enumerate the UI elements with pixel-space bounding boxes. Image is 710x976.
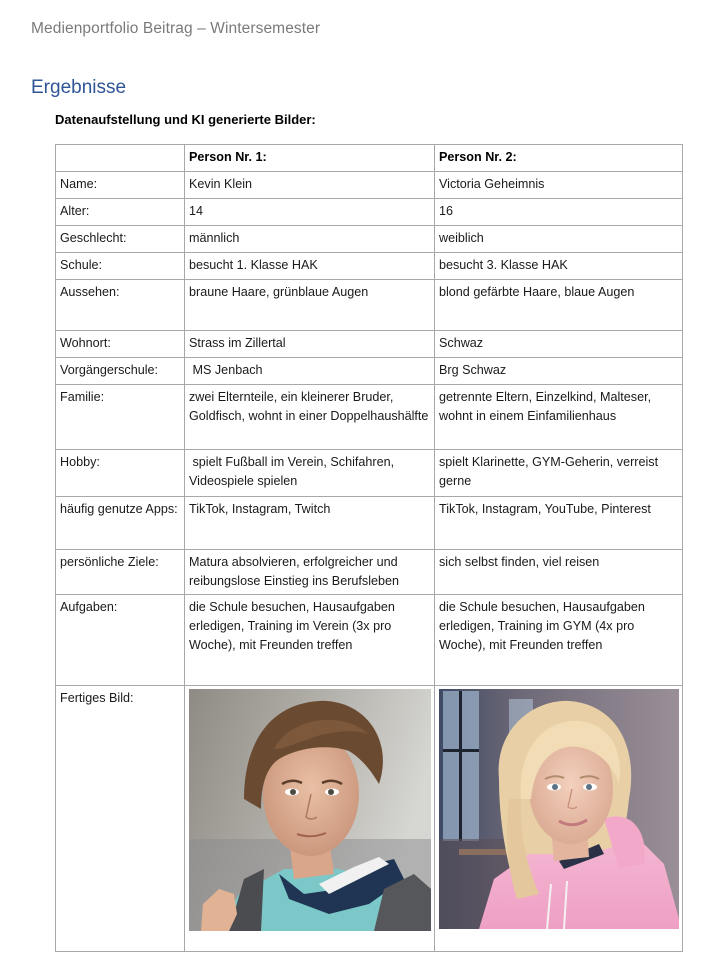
portrait-image-boy (189, 689, 431, 931)
row-label: Schule: (56, 253, 185, 280)
person-1-value: MS Jenbach (185, 358, 435, 385)
row-label: Geschlecht: (56, 226, 185, 253)
section-heading: Ergebnisse (31, 77, 127, 98)
table-row-appearance (56, 280, 683, 331)
person-2-value: Schwaz (435, 331, 683, 358)
person-1-value: spielt Fußball im Verein, Schifahren, Videospiele spielen (185, 450, 435, 497)
row-label: Aufgaben: (56, 595, 185, 686)
table-row-previous-school (56, 358, 683, 385)
row-label: Alter: (56, 199, 185, 226)
person-1-value: besucht 1. Klasse HAK (185, 253, 435, 280)
table-row-final-image (56, 686, 683, 952)
person-1-value: TikTok, Instagram, Twitch (185, 497, 435, 550)
person-2-value: getrennte Eltern, Einzelkind, Malteser, wohnt in einem Einfamilienhaus (435, 385, 683, 450)
person-2-value: weiblich (435, 226, 683, 253)
person-2-value: TikTok, Instagram, YouTube, Pinterest (435, 497, 683, 550)
person-2-value: Victoria Geheimnis (435, 172, 683, 199)
person-1-value: Matura absolvieren, erfolgreicher und reibungslose Einstieg ins Berufsleben (185, 550, 435, 595)
header-person-2: Person Nr. 2: (435, 145, 683, 172)
person-data-table (55, 144, 683, 952)
person-1-image-cell (185, 686, 435, 952)
table-row-tasks (56, 595, 683, 686)
row-label: Hobby: (56, 450, 185, 497)
table-caption: Datenaufstellung und KI generierte Bilder: (55, 112, 316, 127)
person-1-value: braune Haare, grünblaue Augen (185, 280, 435, 331)
row-label: Wohnort: (56, 331, 185, 358)
table-row-family (56, 385, 683, 450)
table-row-goals (56, 550, 683, 595)
person-1-value: männlich (185, 226, 435, 253)
row-label: persönliche Ziele: (56, 550, 185, 595)
person-2-value: spielt Klarinette, GYM-Geherin, verreist gerne (435, 450, 683, 497)
person-2-value: sich selbst finden, viel reisen (435, 550, 683, 595)
person-2-value: blond gefärbte Haare, blaue Augen (435, 280, 683, 331)
row-label: Aussehen: (56, 280, 185, 331)
person-2-value: 16 (435, 199, 683, 226)
header-person-1: Person Nr. 1: (185, 145, 435, 172)
row-label: Vorgängerschule: (56, 358, 185, 385)
row-label: Familie: (56, 385, 185, 450)
person-2-image-cell (435, 686, 683, 952)
table-row-apps (56, 497, 683, 550)
table-row-residence (56, 331, 683, 358)
person-1-value: die Schule besuchen, Hausaufgaben erledigen, Training im Verein (3x pro Woche), mit Freunden treffen (185, 595, 435, 686)
row-label: Fertiges Bild: (56, 686, 185, 952)
portrait-image-girl (439, 689, 679, 929)
person-2-value: besucht 3. Klasse HAK (435, 253, 683, 280)
table-row-school (56, 253, 683, 280)
table-row-age (56, 199, 683, 226)
table-row-name (56, 172, 683, 199)
table-row-hobby (56, 450, 683, 497)
document-header-title: Medienportfolio Beitrag – Wintersemester (31, 20, 321, 37)
person-1-value: zwei Elternteile, ein kleinerer Bruder, Goldfisch, wohnt in einer Doppelhaushälfte (185, 385, 435, 450)
row-label: häufig genutze Apps: (56, 497, 185, 550)
table-header-row (56, 145, 683, 172)
person-1-value: Kevin Klein (185, 172, 435, 199)
person-1-value: Strass im Zillertal (185, 331, 435, 358)
person-2-value: Brg Schwaz (435, 358, 683, 385)
person-1-value: 14 (185, 199, 435, 226)
row-label: Name: (56, 172, 185, 199)
person-2-value: die Schule besuchen, Hausaufgaben erledigen, Training im GYM (4x pro Woche), mit Freunden treffen (435, 595, 683, 686)
header-empty-cell (56, 145, 185, 172)
table-row-gender (56, 226, 683, 253)
